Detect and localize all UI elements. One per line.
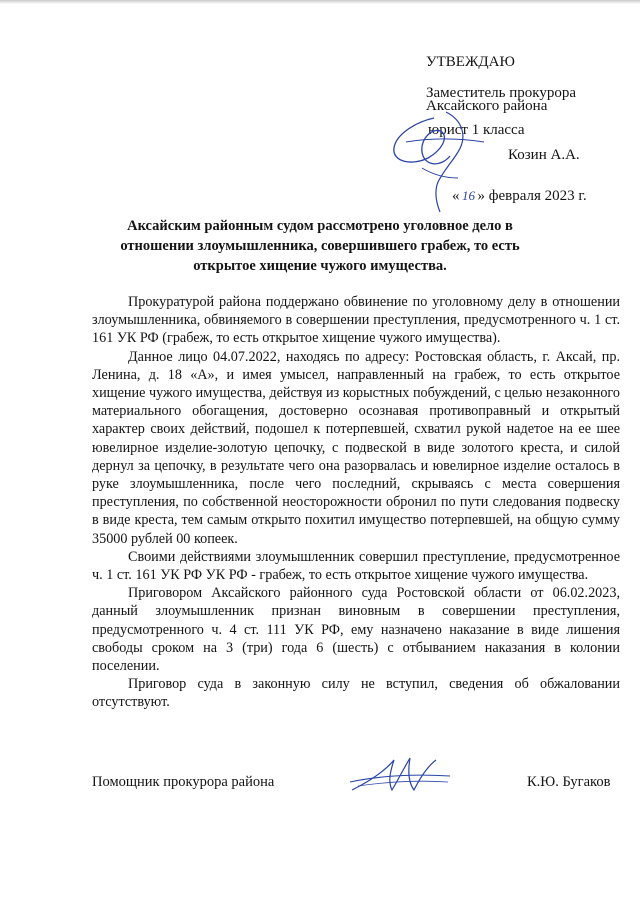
approval-rank: юрист 1 класса	[428, 122, 525, 138]
date-day: 16	[462, 188, 475, 203]
paragraph-facts: Данное лицо 04.07.2022, находясь по адресу: Ростовская область, г. Аксай, пр. Ленина, д. 18 «А», и имея умысел, направленный на грабеж, то есть открытое хищение чужого имущества, действуя из корыстных побуждений, с целью незаконного материального обогащения, достоверно осознавая противоправный и открытый характер своих действий, подошел к потерпевшей, схватил рукой надетое на ее шее ювелирное изделие-золотую цепочку, с подвеской в виде золотого креста, и силой дернул за цепочку, в результате чего она разорвалась и ювелирное изделие осталось в руке злоумышленника, после чего последний, скрываясь с места совершения преступления, по собственной неосторожности обронил по пути следования подвеску в виде креста, тем самым открыто похитил имущество потерпевшей, на общую сумму 35000 рублей 00 копеек.	[92, 348, 620, 547]
paragraph-status: Приговор суда в законную силу не вступил, сведения об обжаловании отсутствуют.	[92, 676, 620, 711]
paragraph-prosecution: Прокуратурой района поддержано обвинение по уголовному делу в отношении злоумышленника, обвиняемого в совершении преступления, предусмотренного ч. 1 ст. 161 УК РФ (грабеж, то есть открытое хищение чужого имущества).	[92, 294, 620, 347]
approval-header: УТВЕЖДАЮ	[426, 54, 515, 70]
document-title: Аксайским районным судом рассмотрено уголовное дело в отношении злоумышленника, совершившего грабеж, то есть открытое хищение чужого имущества.	[120, 218, 520, 274]
approval-position: Заместитель прокурора	[426, 85, 576, 101]
paragraph-verdict: Приговором Аксайского районного суда Ростовской области от 06.02.2023, данный злоумышленник признан виновным в совершении преступления, предусмотренного ч. 4 ст. 111 УК РФ, ему назначено наказание в виде лишения свободы сроком на 3 (три) года 6 (шесть) с отбыванием наказания в колонии поселении.	[92, 585, 620, 675]
date-open-quote: «	[452, 188, 460, 204]
approver-signature	[386, 108, 490, 218]
signature-name: К.Ю. Бугаков	[527, 774, 611, 790]
signature-position: Помощник прокурора района	[92, 774, 275, 790]
assistant-signature	[348, 752, 452, 798]
date-month-year: » февраля 2023 г.	[477, 188, 587, 204]
scan-top-edge	[0, 0, 640, 4]
approval-name: Козин А.А.	[508, 147, 580, 163]
approval-district: Аксайского района	[426, 98, 548, 114]
paragraph-qualification: Своими действиями злоумышленник совершил преступление, предусмотренное ч. 1 ст. 161 УК РФ УК РФ - грабеж, то есть открытое хищение чужого имущества.	[92, 548, 620, 584]
document-body	[92, 293, 620, 712]
